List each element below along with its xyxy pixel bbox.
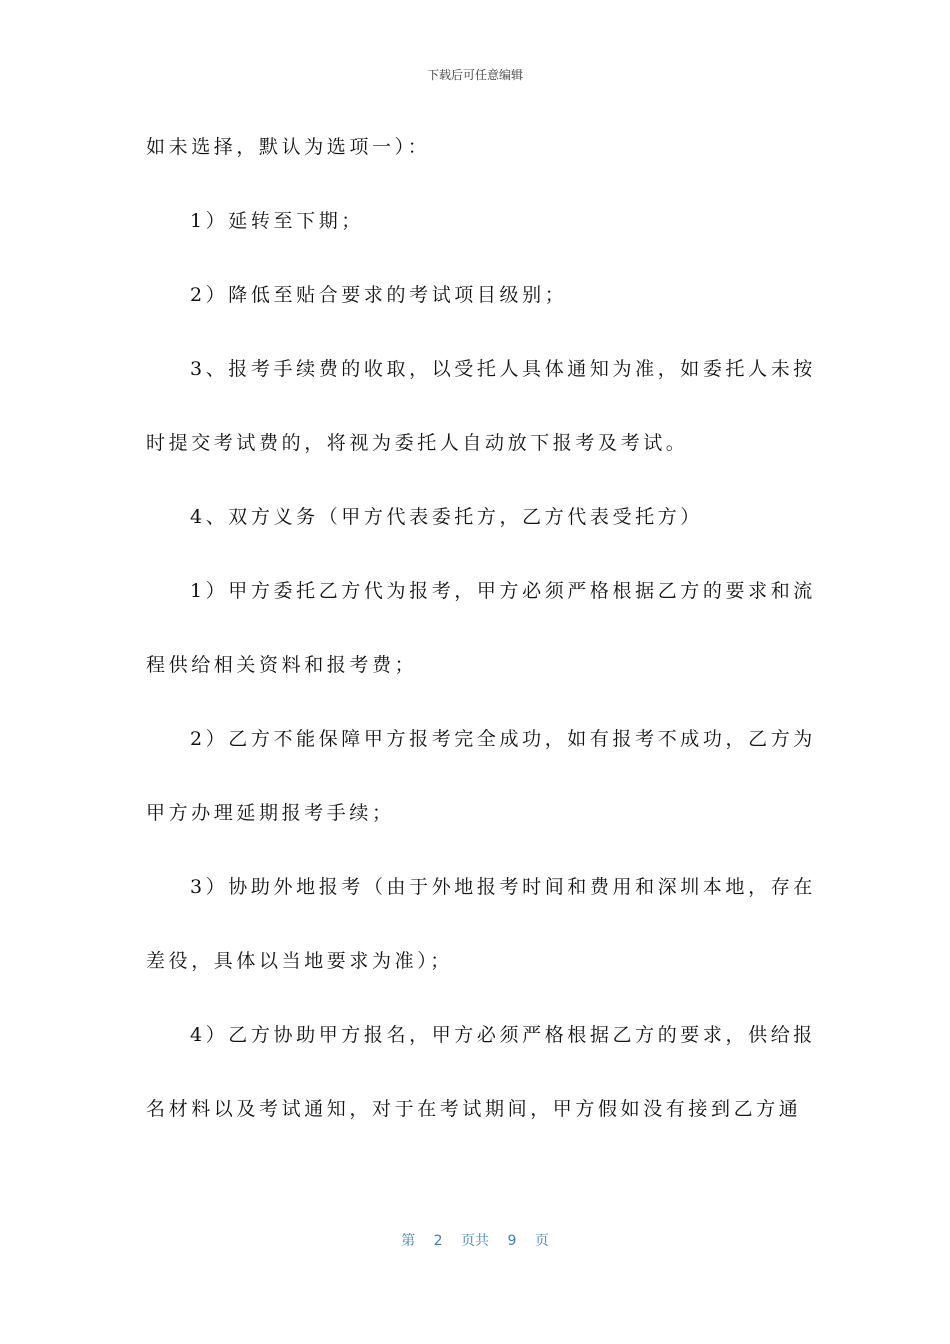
paragraph-line: 4、双方义务（甲方代表委托方，乙方代表受托方） [190, 506, 703, 528]
paragraph-line: 3）协助外地报考（由于外地报考时间和费用和深圳本地，存在 [190, 876, 816, 898]
page-label-prefix: 第 [401, 1233, 416, 1249]
paragraph-line: 1）甲方委托乙方代为报考，甲方必须严格根据乙方的要求和流 [190, 580, 816, 602]
page-label-middle: 页共 [461, 1233, 489, 1249]
paragraph-line: 2）乙方不能保障甲方报考完全成功，如有报考不成功，乙方为 [190, 728, 816, 750]
paragraph-line: 名材料以及考试通知，对于在考试期间，甲方假如没有接到乙方通 [146, 1098, 802, 1120]
total-pages-number: 9 [507, 1233, 517, 1249]
page-label-suffix: 页 [534, 1233, 549, 1249]
page-header: 下载后可任意编辑 [426, 68, 523, 82]
paragraph-line: 4）乙方协助甲方报名，甲方必须严格根据乙方的要求，供给报 [190, 1024, 816, 1046]
paragraph-line: 3、报考手续费的收取，以受托人具体通知为准，如委托人未按 [190, 358, 816, 380]
current-page-number: 2 [433, 1233, 443, 1249]
paragraph-line: 程供给相关资料和报考费； [146, 654, 418, 676]
paragraph-line: 差役，具体以当地要求为准）； [146, 950, 453, 972]
page-footer [0, 1230, 950, 1250]
paragraph-line: 如未选择，默认为选项一）： [146, 136, 431, 158]
document-body [146, 127, 816, 1163]
paragraph-line: 2）降低至贴合要求的考试项目级别； [190, 284, 568, 306]
paragraph-line: 甲方办理延期报考手续； [146, 802, 395, 824]
paragraph-line: 时提交考试费的，将视为委托人自动放下报考及考试。 [146, 432, 689, 454]
paragraph-line: 1）延转至下期； [190, 210, 364, 232]
